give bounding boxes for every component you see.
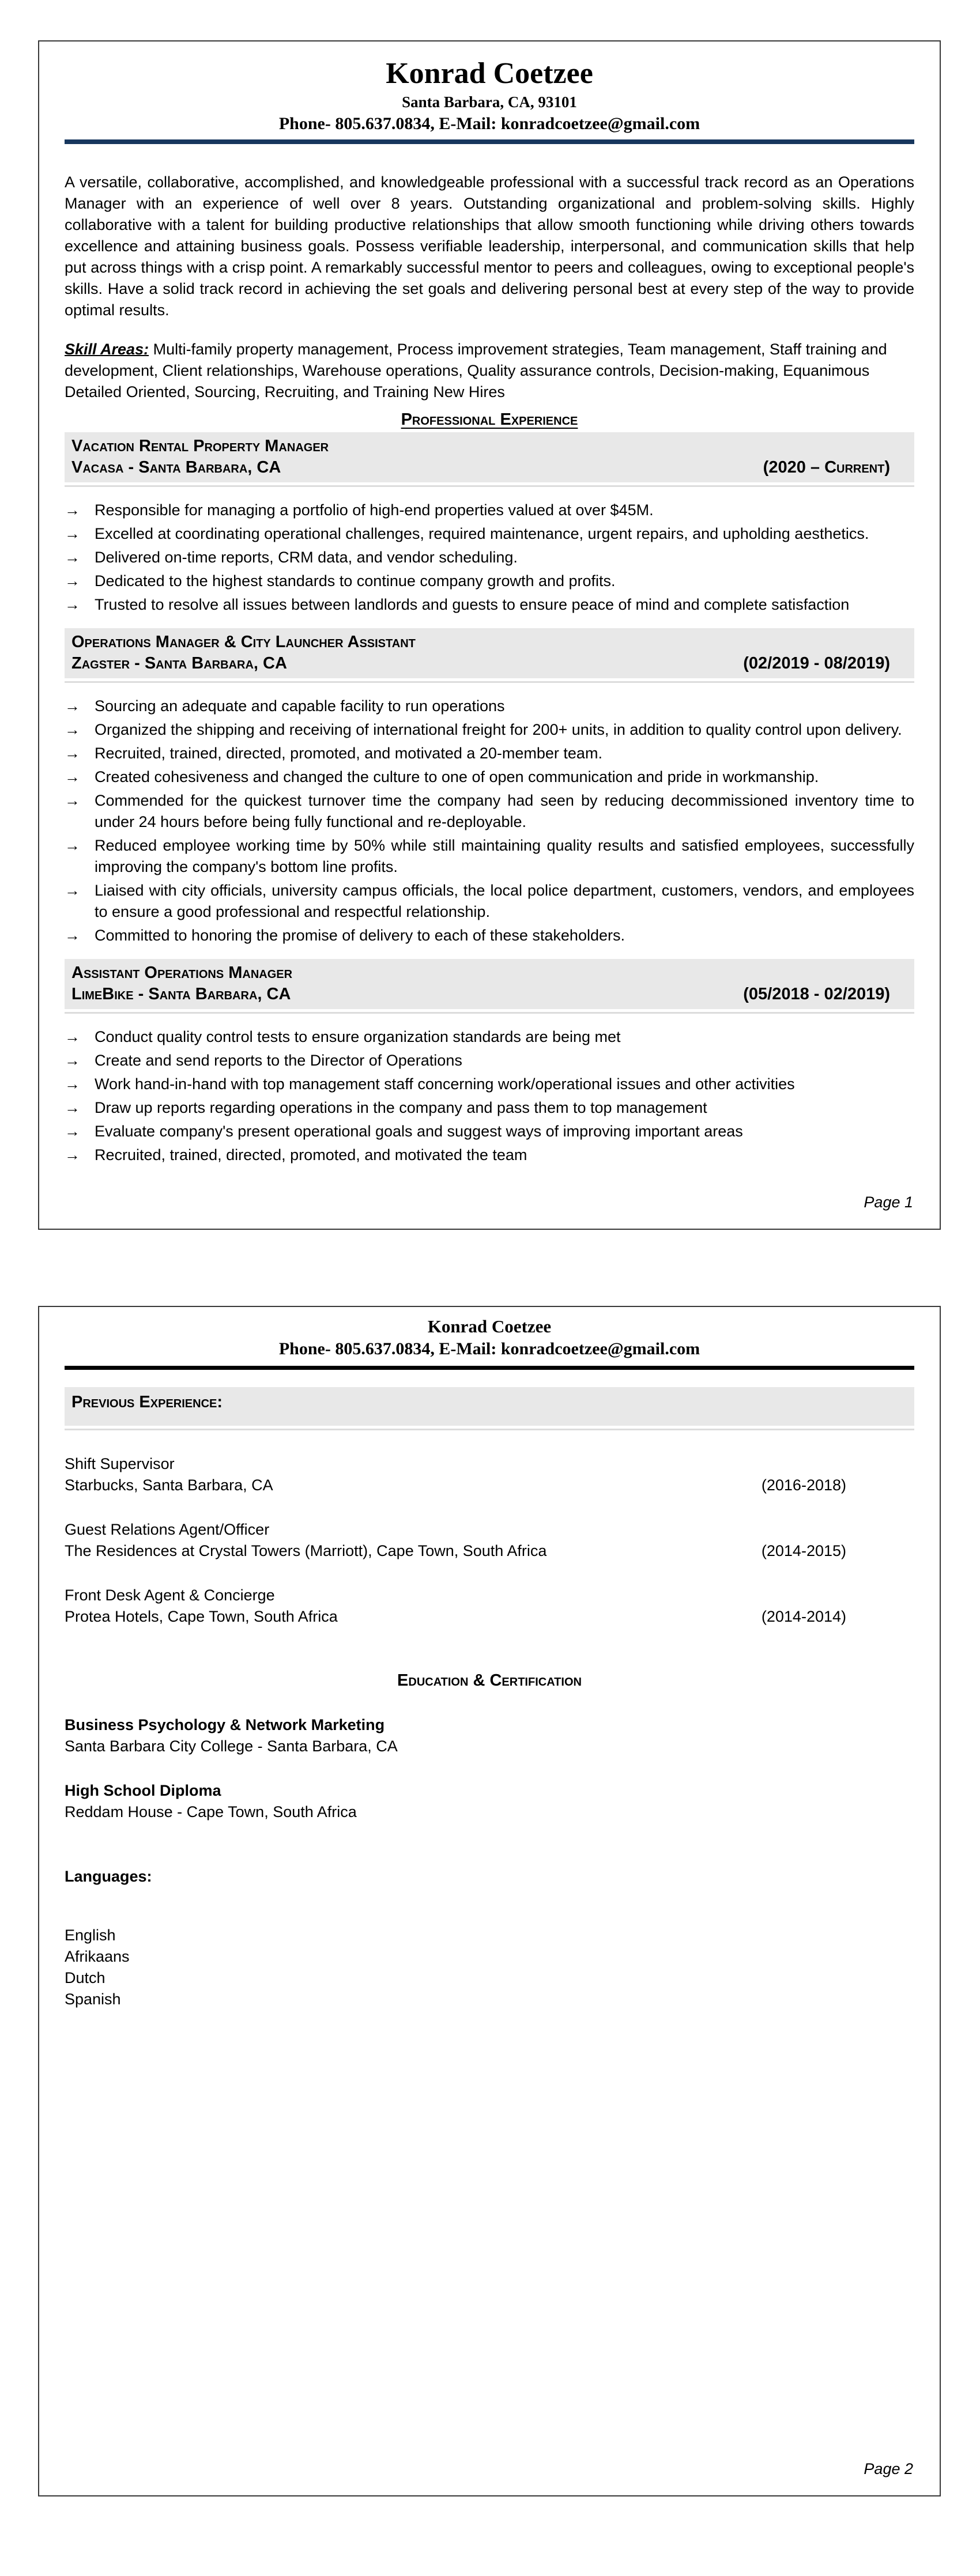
candidate-name: Konrad Coetzee [427, 1316, 552, 1336]
bullet-item [65, 925, 914, 946]
skill-areas-label: Skill Areas: [65, 341, 149, 358]
bullet-item [65, 1074, 914, 1095]
job-title: Assistant Operations Manager [71, 964, 293, 982]
job-banner [65, 959, 914, 1009]
previous-job-title: Guest Relations Agent/Officer [65, 1521, 270, 1538]
languages-label: Languages: [65, 1868, 152, 1885]
bullet-text: Organized the shipping and receiving of international freight for 200+ units, in addition to quality control upon delivery. [95, 721, 902, 738]
bullet-item [65, 1050, 914, 1071]
job-dates: (05/2018 - 02/2019) [743, 985, 890, 1003]
bullet-text: Responsible for managing a portfolio of high-end properties valued at over $45M. [95, 501, 654, 519]
previous-experience-banner: Previous Experience: [65, 1387, 914, 1426]
education-school: Reddam House - Cape Town, South Africa [65, 1803, 357, 1820]
bullet-item [65, 880, 914, 923]
candidate-contact: Phone- 805.637.0834, E-Mail: konradcoetzee@gmail.com [278, 114, 700, 133]
previous-job-title: Front Desk Agent & Concierge [65, 1587, 275, 1604]
education-degree: High School Diploma [65, 1782, 221, 1799]
banner-underline [65, 1429, 914, 1430]
languages-list [65, 1925, 914, 2010]
bullet-item [65, 523, 914, 545]
page2-footer: Page 2 [864, 2460, 913, 2477]
bullet-text: Reduced employee working time by 50% while still maintaining quality results and satisfied employees, successfully improving the company's bottom line profits. [95, 837, 914, 875]
banner-underline [65, 1012, 914, 1014]
language-item: Dutch [65, 1969, 105, 1986]
job-dates: (2020 – Current) [763, 458, 890, 477]
page1-footer: Page 1 [864, 1193, 913, 1211]
education-school: Santa Barbara City College - Santa Barbara, CA [65, 1738, 398, 1755]
arrow-bullet-icon: → [65, 837, 80, 854]
bullet-item [65, 835, 914, 878]
bullet-item [65, 547, 914, 568]
previous-entries [65, 1453, 914, 1627]
job-section [65, 432, 914, 615]
previous-job-entry [65, 1519, 914, 1562]
previous-job-title: Shift Supervisor [65, 1455, 175, 1472]
arrow-bullet-icon: → [65, 1075, 80, 1093]
header-divider-rule [65, 139, 914, 144]
previous-job-dates: (2016-2018) [761, 1476, 846, 1494]
job-banner [65, 432, 914, 482]
candidate-address: Santa Barbara, CA, 93101 [402, 93, 577, 111]
arrow-bullet-icon: → [65, 572, 80, 590]
previous-job-entry [65, 1585, 914, 1627]
previous-job-dates: (2014-2015) [761, 1542, 846, 1559]
education-degree: Business Psychology & Network Marketing [65, 1716, 385, 1733]
bullet-item [65, 696, 914, 717]
page1-header [65, 41, 914, 135]
job-subrow [71, 653, 909, 674]
previous-job-org: Starbucks, Santa Barbara, CA [65, 1476, 273, 1494]
arrow-bullet-icon: → [65, 1123, 80, 1140]
bullet-item [65, 1097, 914, 1119]
bullet-text: Create and send reports to the Director of Operations [95, 1052, 462, 1069]
previous-job-subrow [65, 1540, 914, 1562]
bullet-text: Sourcing an adequate and capable facility to run operations [95, 697, 505, 715]
education-heading: Education & Certification [397, 1671, 582, 1690]
previous-job-org: The Residences at Crystal Towers (Marriott), Cape Town, South Africa [65, 1542, 547, 1559]
previous-job-subrow [65, 1475, 914, 1496]
language-item: Afrikaans [65, 1948, 130, 1965]
arrow-bullet-icon: → [65, 1052, 80, 1069]
candidate-name: Konrad Coetzee [386, 57, 593, 90]
education-entry [65, 1780, 914, 1823]
job-dates: (02/2019 - 08/2019) [743, 654, 890, 673]
job-subrow [71, 984, 909, 1005]
job-banner [65, 628, 914, 678]
bullet-text: Evaluate company's present operational goals and suggest ways of improving important areas [95, 1123, 743, 1140]
arrow-bullet-icon: → [65, 792, 80, 809]
job-bullets [65, 696, 914, 946]
arrow-bullet-icon: → [65, 768, 80, 785]
previous-job-subrow [65, 1606, 914, 1627]
arrow-bullet-icon: → [65, 525, 80, 542]
bullet-item [65, 719, 914, 741]
resume-page-1 [38, 40, 941, 1230]
arrow-bullet-icon: → [65, 697, 80, 715]
bullet-text: Excelled at coordinating operational challenges, required maintenance, urgent repairs, and upholding aesthetics. [95, 525, 869, 542]
bullet-item [65, 766, 914, 788]
bullet-text: Recruited, trained, directed, promoted, and motivated the team [95, 1146, 527, 1164]
bullet-text: Draw up reports regarding operations in the company and pass them to top management [95, 1099, 707, 1116]
bullet-text: Trusted to resolve all issues between landlords and guests to ensure peace of mind and complete satisfaction [95, 596, 850, 613]
banner-underline [65, 485, 914, 487]
bullet-item [65, 1121, 914, 1142]
jobs-container [65, 432, 914, 1166]
bullet-item [65, 790, 914, 833]
education-entry [65, 1714, 914, 1757]
professional-experience-heading: Professional Experience [401, 410, 578, 429]
bullet-item [65, 500, 914, 521]
job-company: LimeBike - Santa Barbara, CA [71, 985, 291, 1003]
arrow-bullet-icon: → [65, 1146, 80, 1164]
job-company: Vacasa - Santa Barbara, CA [71, 458, 281, 477]
bullet-text: Work hand-in-hand with top management staff concerning work/operational issues and other activities [95, 1075, 795, 1093]
skill-areas-text: Multi-family property management, Process improvement strategies, Team management, Staff training and development, Client relationships, Warehouse operations, Quality assurance controls, Decision-making, Equanimous Detailed Oriented, Sourcing, Recruiting, and Training New Hires [65, 341, 887, 401]
bullet-text: Created cohesiveness and changed the culture to one of open communication and pride in workmanship. [95, 768, 819, 785]
arrow-bullet-icon: → [65, 745, 80, 762]
summary-paragraph: A versatile, collaborative, accomplished, and knowledgeable professional with a successful track record as an Operations Manager with an experience of well over 8 years. Outstanding organizational and problem-solving skills. Highly collaborative with a talent for building productive relationships that allow smooth functioning while driving others towards excellence and attaining business goals. Possess verifiable leadership, interpersonal, and communication skills that help put across things with a crisp point. A remarkably successful mentor to peers and colleagues, owing to exceptional people's skills. Have a solid track record in achieving the set goals and delivering personal best at every step of the way to provide optimal results. [65, 173, 914, 319]
bullet-item [65, 1145, 914, 1166]
bullet-text: Delivered on-time reports, CRM data, and vendor scheduling. [95, 549, 518, 566]
arrow-bullet-icon: → [65, 882, 80, 899]
job-subrow [71, 457, 909, 478]
arrow-bullet-icon: → [65, 1028, 80, 1045]
bullet-item [65, 1026, 914, 1048]
previous-job-dates: (2014-2014) [761, 1608, 846, 1625]
job-bullets [65, 500, 914, 615]
previous-job-org: Protea Hotels, Cape Town, South Africa [65, 1608, 338, 1625]
languages-section [65, 1866, 914, 2010]
bullet-item [65, 594, 914, 615]
bullet-item [65, 743, 914, 764]
candidate-contact: Phone- 805.637.0834, E-Mail: konradcoetzee@gmail.com [278, 1339, 700, 1358]
job-title: Vacation Rental Property Manager [71, 437, 329, 455]
job-title: Operations Manager & City Launcher Assistant [71, 633, 416, 651]
bullet-text: Recruited, trained, directed, promoted, and motivated a 20-member team. [95, 745, 602, 762]
page2-header [65, 1307, 914, 1360]
arrow-bullet-icon: → [65, 1099, 80, 1116]
job-company: Zagster - Santa Barbara, CA [71, 654, 287, 673]
arrow-bullet-icon: → [65, 596, 80, 613]
bullet-text: Dedicated to the highest standards to continue company growth and profits. [95, 572, 616, 590]
job-section [65, 628, 914, 946]
bullet-text: Committed to honoring the promise of delivery to each of these stakeholders. [95, 927, 625, 944]
arrow-bullet-icon: → [65, 721, 80, 738]
job-section [65, 959, 914, 1166]
banner-underline [65, 681, 914, 683]
education-entries [65, 1714, 914, 1823]
skill-areas-paragraph [65, 339, 914, 403]
arrow-bullet-icon: → [65, 549, 80, 566]
language-item: English [65, 1927, 116, 1944]
previous-job-entry [65, 1453, 914, 1496]
resume-page-2 [38, 1306, 941, 2496]
bullet-text: Conduct quality control tests to ensure organization standards are being met [95, 1028, 621, 1045]
bullet-text: Liaised with city officials, university campus officials, the local police department, customers, vendors, and employees to ensure a good professional and respectful relationship. [95, 882, 914, 920]
job-bullets [65, 1026, 914, 1166]
header-divider-rule [65, 1366, 914, 1370]
bullet-item [65, 571, 914, 592]
resume-document [0, 40, 980, 2576]
arrow-bullet-icon: → [65, 927, 80, 944]
arrow-bullet-icon: → [65, 501, 80, 519]
bullet-text: Commended for the quickest turnover time the company had seen by reducing decommissioned inventory time to under 24 hours before being fully functional and re-deployable. [95, 792, 914, 830]
language-item: Spanish [65, 1990, 121, 2008]
